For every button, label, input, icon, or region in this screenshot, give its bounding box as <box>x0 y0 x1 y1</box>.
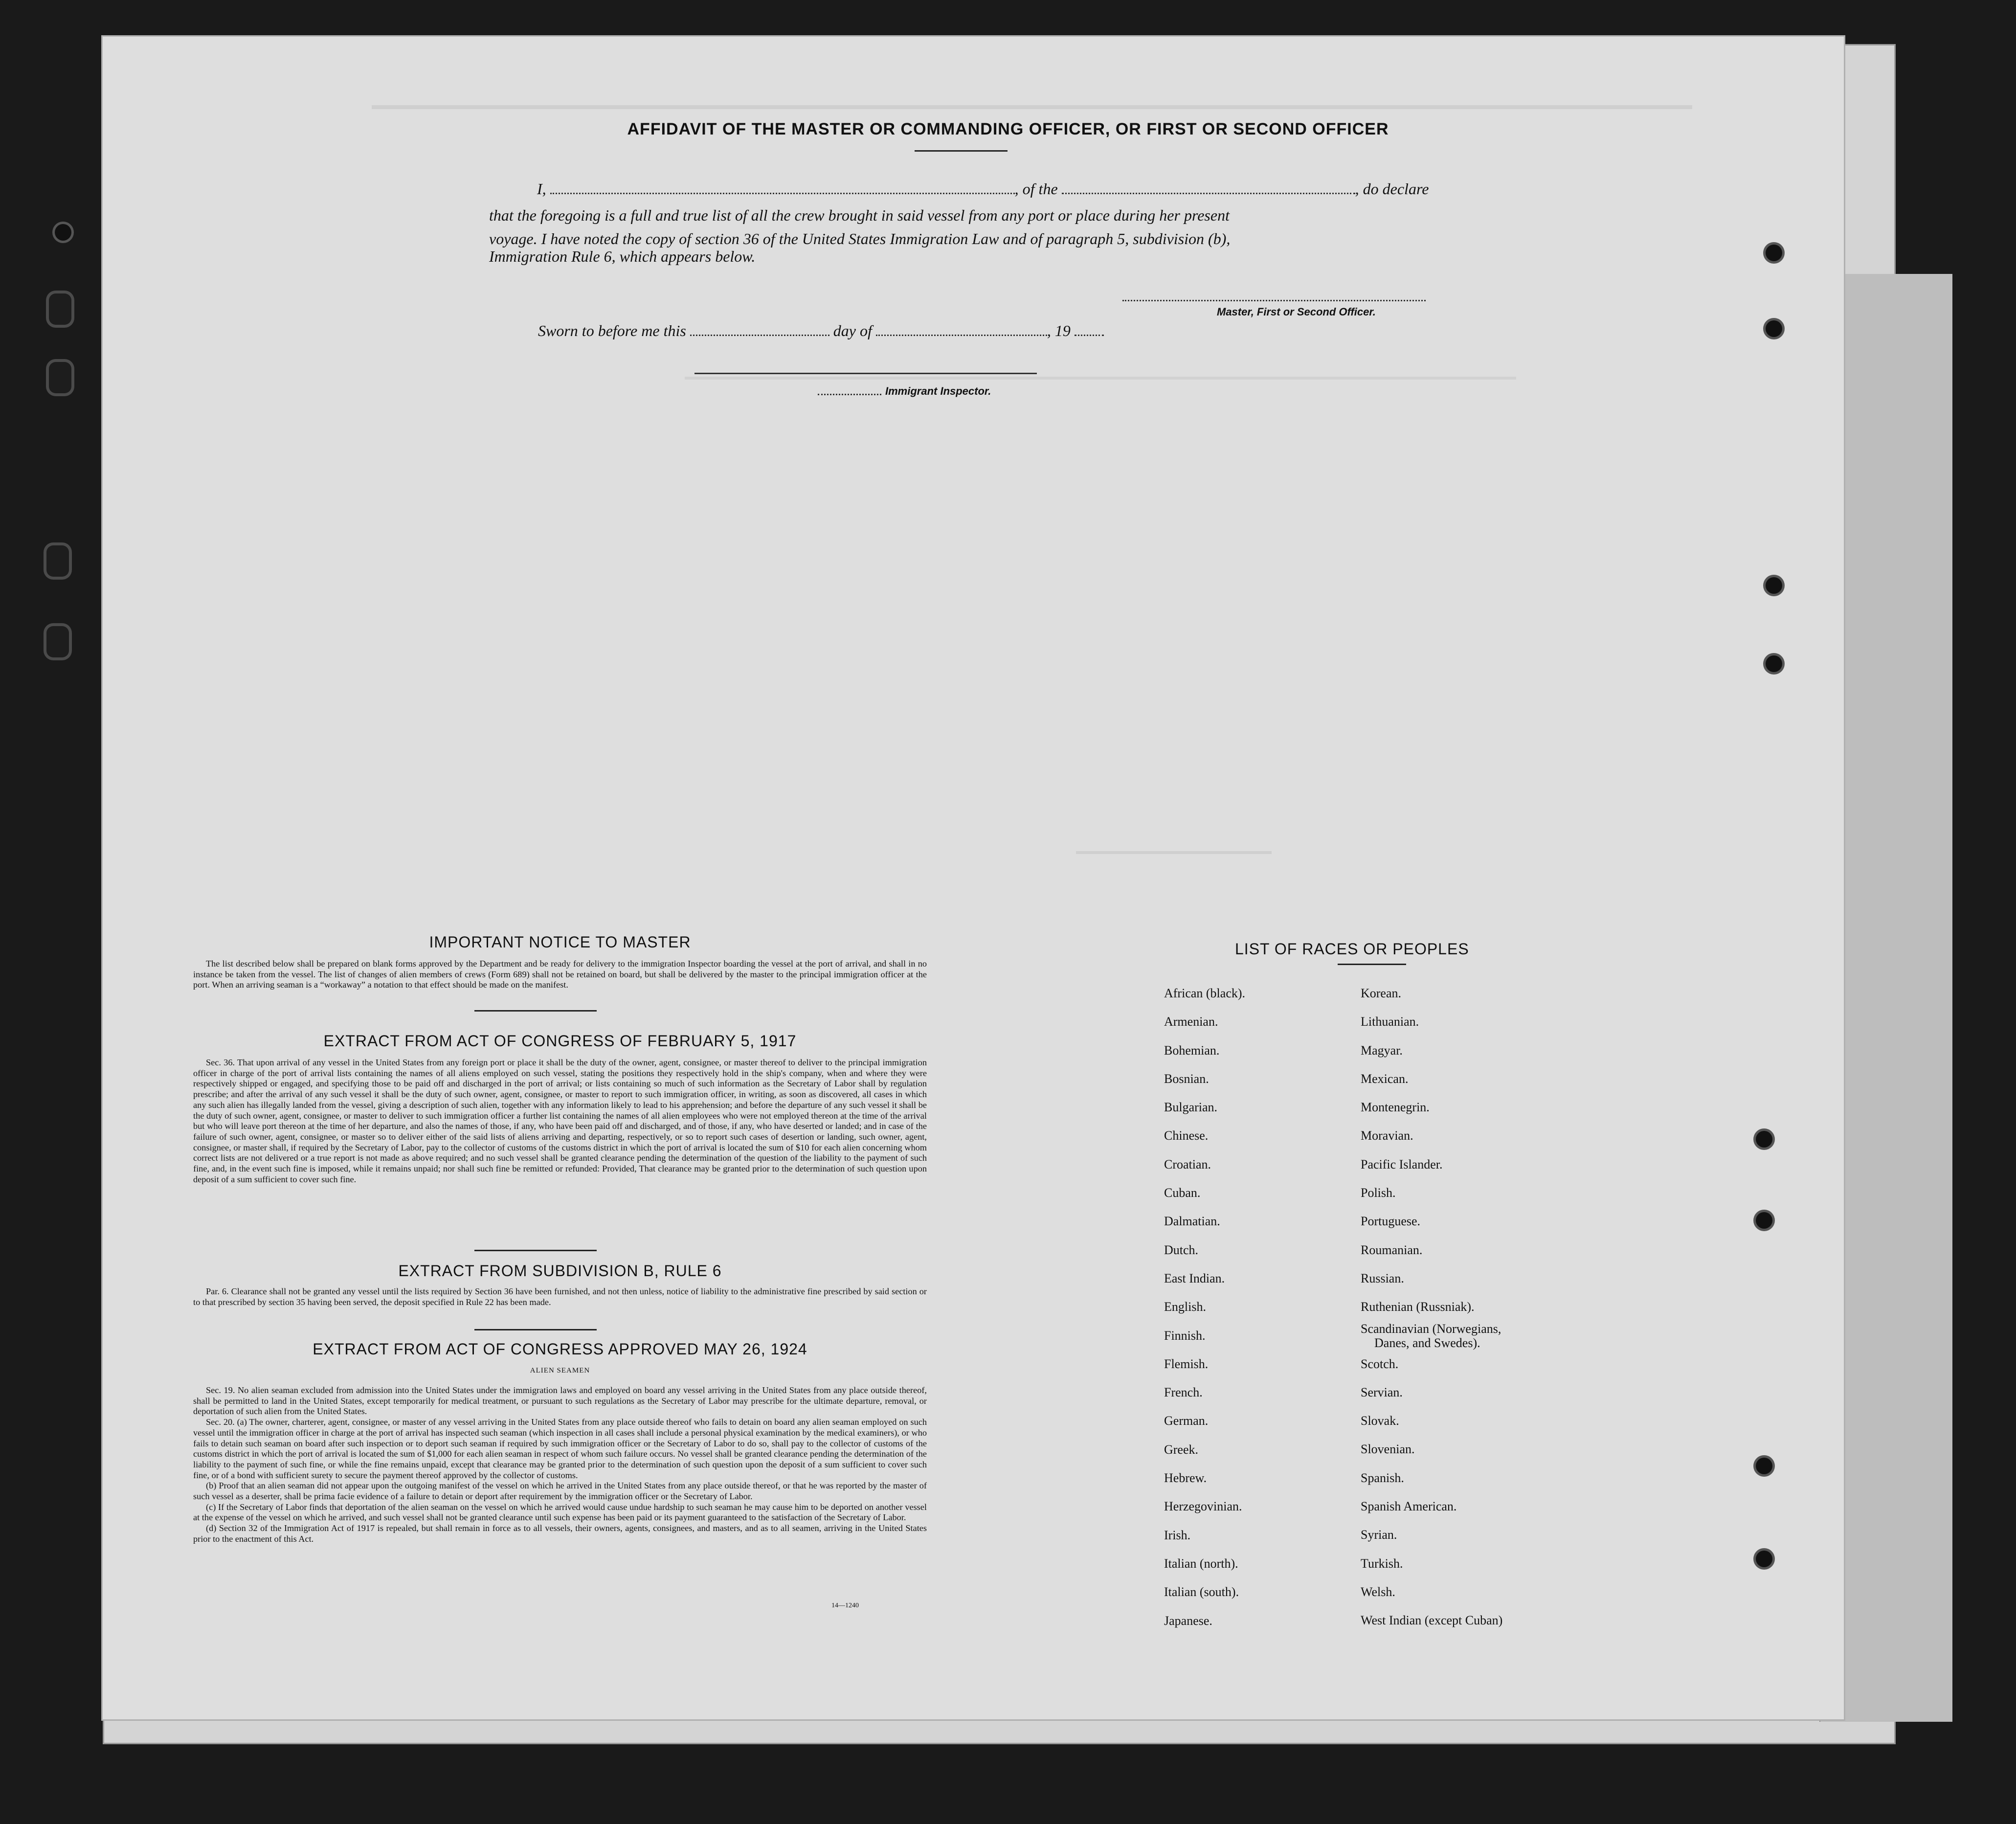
sworn-line: Sworn to before me this day of , 19 <box>538 322 1104 340</box>
race-item: Pacific Islander. <box>1361 1157 1443 1171</box>
extract-1917-body: Sec. 36. That upon arrival of any vessel in the United States from any foreign port or place it shall be the duty of the owner, agent, consignee, or master thereof to deliver to the principal immigration officer in charge of the port of arrival lists containing the names of all aliens employed on such vessel, stating the positions they respectively hold in the ship's company, when and where they were respectively shipped or engaged, and specifying those to be paid off and discharged in the port of arrival; or lists containing so much of such information as the Secretary of Labor shall by regulation prescribe; and after the arrival of any such vessel it shall be the duty of such owner, agent, consignee, or master to report to such immigration officer, in writing, as soon as discovered, all cases in which any such alien has illegally landed from the vessel, giving a description of such alien, together with any information likely to lead to his apprehension; and before the departure of any such vessel it shall be the duty of such owner, agent, consignee, or master to deliver to such immigration officer a further list containing the names of all alien employees who were not employed thereon at the time of the arrival but who will leave port thereon at the time of her departure, and also the names of those, if any, who have been paid off and discharged, and of those, if any, who have deserted or landed; and in case of the failure of such owner, agent, consignee, or master so to deliver either of the said lists of aliens arriving and departing, respectively, or so to report such cases of desertion or landing, such owner, agent, consignee, or master shall, if required by the Secretary of Labor, pay to the collector of customs of the customs district in which the port of arrival is located the sum of $10 for each alien concerning whom correct lists are not delivered or a true report is not made as above required; and no such vessel shall be granted clearance pending the determination of the question of the liability to the payment of such fine, and, in the event such fine is imposed, while it remains unpaid; nor shall such fine be remitted or refunded: Provided, That clearance may be granted prior to the determination of such question upon deposit of a sum sufficient to cover such fine. <box>193 1058 927 1184</box>
binder-hole <box>1756 1212 1772 1229</box>
races-title: LIST OF RACES OR PEOPLES <box>1235 940 1469 958</box>
sec-20b: (b) Proof that an alien seaman did not appear upon the outgoing manifest of the vessel on which he arrived in the United States from any place outside thereof, or that he was reported by the master of such vessel as a deserter, shall be prima facie evidence of a failure to detain or deport after requirement by the immigration officer or the Secretary of Labor. <box>193 1481 927 1502</box>
race-item: Chinese. <box>1164 1128 1209 1143</box>
binder-hole <box>1756 1458 1772 1474</box>
master-signature-line <box>1122 300 1426 301</box>
race-item: Korean. <box>1361 986 1402 1000</box>
race-item: Danes, and Swedes). <box>1374 1335 1480 1350</box>
race-item: Irish. <box>1164 1528 1191 1542</box>
extract-1924-title: EXTRACT FROM ACT OF CONGRESS APPROVED MAY 26, 1924 <box>313 1340 807 1358</box>
section-divider <box>474 1010 597 1012</box>
race-item: German. <box>1164 1414 1209 1428</box>
sworn-day-blank <box>690 335 829 336</box>
affidavit-title: AFFIDAVIT OF THE MASTER OR COMMANDING OFFICER, OR FIRST OR SECOND OFFICER <box>627 120 1389 138</box>
affidavit-line-4: Immigration Rule 6, which appears below. <box>489 248 756 265</box>
extract-1924-body <box>193 1385 927 1545</box>
form-number: 14—1240 <box>831 1602 859 1609</box>
race-item: Polish. <box>1361 1186 1396 1200</box>
race-item: English. <box>1164 1300 1206 1314</box>
races-right-column <box>1361 979 1502 1635</box>
notice-title: IMPORTANT NOTICE TO MASTER <box>429 933 691 951</box>
sworn-month-blank <box>876 335 1047 336</box>
binder-hole <box>1766 577 1782 594</box>
race-item: African (black). <box>1164 986 1246 1000</box>
race-item: Scotch. <box>1361 1356 1399 1371</box>
binder-clip <box>49 293 71 325</box>
race-item: Finnish. <box>1164 1328 1206 1343</box>
race-item: Turkish. <box>1361 1556 1403 1571</box>
race-item: Syrian. <box>1361 1528 1397 1542</box>
race-item: Flemish. <box>1164 1356 1209 1371</box>
race-item: Welsh. <box>1361 1584 1395 1599</box>
sec-20d: (d) Section 32 of the Immigration Act of 1917 is repealed, but shall remain in force as to all vessels, their owners, agents, consignees, and masters, and as to all seamen, arriving in the United States prior to the enactment of this Act. <box>193 1523 927 1544</box>
bleed-through-line <box>1076 851 1272 854</box>
inspector-signature-line <box>694 373 1037 374</box>
race-item: Hebrew. <box>1164 1471 1207 1486</box>
extract-rule6-title: EXTRACT FROM SUBDIVISION B, RULE 6 <box>398 1262 722 1280</box>
name-blank <box>550 193 1015 194</box>
binder-hole <box>1756 1551 1772 1567</box>
race-item: Moravian. <box>1361 1128 1413 1143</box>
race-item: Slovak. <box>1361 1414 1399 1428</box>
race-item: Montenegrin. <box>1361 1100 1430 1115</box>
affidavit-line-3: voyage. I have noted the copy of section 36 of the United States Immigration Law and of paragraph 5, subdivision (b), <box>489 230 1231 248</box>
sworn-year-blank <box>1075 335 1104 336</box>
race-item: Servian. <box>1361 1385 1403 1399</box>
title-underline <box>915 150 1008 152</box>
race-item: Magyar. <box>1361 1043 1403 1058</box>
race-item: Portuguese. <box>1361 1214 1421 1229</box>
binder-clip <box>46 545 69 577</box>
race-item: Ruthenian (Russniak). <box>1361 1300 1475 1314</box>
inspector-signature-dots <box>818 394 881 395</box>
races-underline <box>1338 964 1406 965</box>
race-item: Japanese. <box>1164 1613 1212 1628</box>
section-divider <box>474 1250 597 1251</box>
sec-20a: Sec. 20. (a) The owner, charterer, agent, consignee, or master of any vessel arriving in the United States from any place outside thereof who fails to detain on board any alien seaman employed on such vessel until the immigration officer in charge at the port of arrival has inspected such seaman (which inspection in all cases shall include a personal physical examination by the medical examiners), or who fails to detain such seaman on board after such inspection or to deport such seaman if required by such immigration officer or the Secretary of Labor to do so, shall pay to the collector of customs of the customs district in which the port of arrival is located the sum of $1,000 for each alien seaman in respect of whom such failure occurs. No vessel shall be granted clearance pending the determination of the liability to the payment of such fine, or while the fine remains unpaid, except that clearance may be granted prior to the determination of such question upon the deposit of a sum sufficient to cover such fine, or of a bond with sufficient surety to secure the payment thereof approved by the collector of customs. <box>193 1417 927 1480</box>
binder-clip <box>49 362 71 393</box>
race-item: Bosnian. <box>1164 1071 1209 1086</box>
race-item: Spanish American. <box>1361 1499 1457 1514</box>
race-item: Lithuanian. <box>1361 1014 1419 1029</box>
sec-20c: (c) If the Secretary of Labor finds that deportation of the alien seaman on the vessel on which he arrived would cause undue hardship to such seaman he may cause him to be deported on another vessel at the expense of the vessel on which he arrived, and such vessel shall not be granted clearance until such expense has been paid or its payment guaranteed to the satisfaction of the Secretary of Labor. <box>193 1502 927 1523</box>
notice-body: The list described below shall be prepared on blank forms approved by the Department and be ready for delivery to the immigration Inspector boarding the vessel at the port of arrival, and shall in no instance be taken from the vessel. The list of changes of alien members of crews (Form 689) shall not be retained on board, but shall be delivered by the master to the principal immigration officer at the port. When an arriving seaman is a “workaway” a notation to that effect should be made on the manifest. <box>193 959 927 990</box>
binder-hole <box>55 224 71 241</box>
race-item: West Indian (except Cuban) <box>1361 1613 1503 1628</box>
race-item: Cuban. <box>1164 1186 1201 1200</box>
affidavit-line-2: that the foregoing is a full and true list of all the crew brought in said vessel from any port or place during her present <box>489 206 1230 224</box>
race-item: Spanish. <box>1361 1470 1404 1485</box>
bleed-through-line <box>685 377 1516 380</box>
race-item: Italian (north). <box>1164 1556 1238 1571</box>
race-item: Mexican. <box>1361 1071 1409 1086</box>
sec-19: Sec. 19. No alien seaman excluded from admission into the United States under the immigration laws and employed on board any vessel arriving in the United States from any place outside thereof, shall be permitted to land in the United States, except temporarily for medical treatment, or pursuant to such regulations as the Secretary of Labor may prescribe for the ultimate departure, removal, or deportation of such alien from the United States. <box>193 1385 927 1417</box>
binder-clip <box>46 626 69 657</box>
extract-rule6-body: Par. 6. Clearance shall not be granted any vessel until the lists required by Section 36 have been furnished, and not then unless, notice of liability to the administrative fine prescribed by said section or to that prescribed by section 35 having been served, the deposit specified in Rule 22 has been made. <box>193 1286 927 1307</box>
race-item: Armenian. <box>1164 1014 1218 1029</box>
races-left-column <box>1164 979 1245 1635</box>
binder-hole <box>1766 655 1782 672</box>
race-item: Herzegovinian. <box>1164 1499 1242 1514</box>
extract-1924-subtitle: ALIEN SEAMEN <box>530 1367 590 1374</box>
race-item: Russian. <box>1361 1271 1404 1285</box>
inspector-caption: Immigrant Inspector. <box>885 385 991 397</box>
race-item: Greek. <box>1164 1442 1199 1457</box>
extract-1917-title: EXTRACT FROM ACT OF CONGRESS OF FEBRUARY 5, 1917 <box>323 1032 797 1050</box>
binder-hole <box>1756 1131 1772 1148</box>
vessel-blank <box>1062 193 1355 194</box>
race-item: Bohemian. <box>1164 1043 1220 1058</box>
race-item: East Indian. <box>1164 1271 1225 1285</box>
race-item: Slovenian. <box>1361 1442 1415 1457</box>
binder-hole <box>1766 320 1782 337</box>
binder-hole <box>1766 245 1782 261</box>
race-item: Dutch. <box>1164 1242 1199 1257</box>
affidavit-line-1: I, , of the , do declare <box>537 180 1429 198</box>
race-item: Scandinavian (Norwegians, <box>1361 1321 1501 1336</box>
race-item: Roumanian. <box>1361 1242 1423 1257</box>
bleed-through-line <box>372 105 1692 109</box>
race-item: Dalmatian. <box>1164 1214 1220 1229</box>
race-item: Croatian. <box>1164 1157 1211 1171</box>
race-item: Italian (south). <box>1164 1585 1239 1599</box>
race-item: French. <box>1164 1385 1203 1400</box>
section-divider <box>474 1329 597 1330</box>
master-caption: Master, First or Second Officer. <box>1217 306 1376 318</box>
race-item: Bulgarian. <box>1164 1100 1218 1115</box>
